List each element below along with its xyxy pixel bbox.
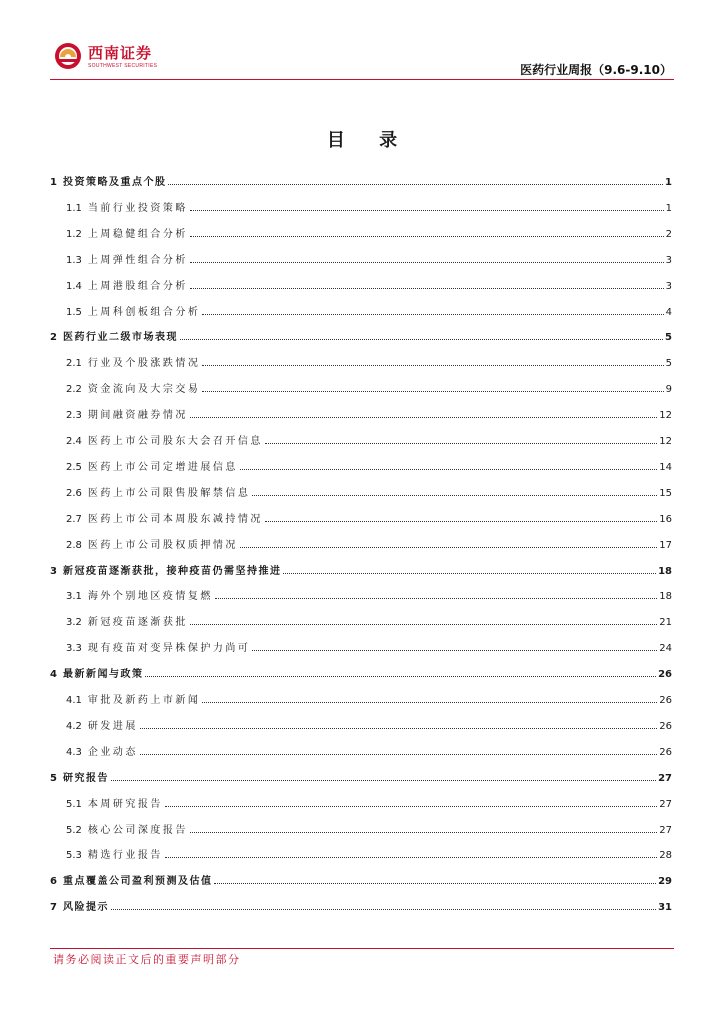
toc-entry-text: 最新新闻与政策 xyxy=(62,669,144,681)
toc-entry-number: 7 xyxy=(50,902,57,914)
toc-dot-leader xyxy=(214,883,656,884)
toc-subsection-entry[interactable] xyxy=(50,608,672,628)
toc-entry-text: 当前行业投资策略 xyxy=(87,202,188,214)
footer-divider xyxy=(50,948,674,949)
toc-entry-page: 9 xyxy=(665,384,672,396)
toc-subsection-entry[interactable] xyxy=(50,738,672,758)
toc-entry-text: 医药上市公司限售股解禁信息 xyxy=(87,487,251,499)
toc-entry-page: 12 xyxy=(659,410,672,422)
toc-dot-leader xyxy=(190,210,664,211)
toc-entry-page: 1 xyxy=(665,177,672,188)
logo-mark-icon xyxy=(54,42,82,70)
toc-entry-page: 26 xyxy=(659,746,672,758)
toc-entry-page: 3 xyxy=(665,280,672,292)
toc-section-entry[interactable] xyxy=(50,764,672,784)
toc-entry-page: 17 xyxy=(659,539,672,551)
toc-entry-text: 医药行业二级市场表现 xyxy=(62,332,178,344)
toc-entry-page: 2 xyxy=(665,228,672,240)
toc-entry-number: 1.2 xyxy=(66,228,82,240)
toc-dot-leader xyxy=(111,909,656,910)
toc-dot-leader xyxy=(145,676,656,677)
toc-entry-page: 27 xyxy=(659,798,672,810)
toc-subsection-entry[interactable] xyxy=(50,790,672,810)
toc-entry-number: 2.7 xyxy=(66,513,82,525)
toc-entry-text: 上周科创板组合分析 xyxy=(87,306,201,318)
toc-entry-page: 26 xyxy=(659,695,672,706)
toc-dot-leader xyxy=(111,780,656,781)
toc-entry-number: 3.1 xyxy=(66,591,82,603)
toc-entry-text: 新冠疫苗逐渐获批，接种疫苗仍需坚持推进 xyxy=(62,565,282,577)
header-divider xyxy=(50,79,674,80)
toc-entry-number: 1.4 xyxy=(66,280,82,292)
toc-entry-text: 精选行业报告 xyxy=(87,850,163,862)
toc-subsection-entry[interactable] xyxy=(50,712,672,732)
toc-dot-leader xyxy=(265,521,657,522)
toc-dot-leader xyxy=(190,236,664,237)
toc-section-entry[interactable] xyxy=(50,557,672,577)
toc-entry-text: 海外个别地区疫情复燃 xyxy=(87,591,213,603)
toc-dot-leader xyxy=(202,391,663,392)
toc-subsection-entry[interactable] xyxy=(50,298,672,318)
toc-entry-number: 3.2 xyxy=(66,617,82,629)
toc-entry-text: 企业动态 xyxy=(87,746,138,758)
toc-entry-page: 27 xyxy=(658,772,672,784)
toc-subsection-entry[interactable] xyxy=(50,375,672,395)
toc-subsection-entry[interactable] xyxy=(50,479,672,499)
toc-entry-number: 1.5 xyxy=(66,306,82,318)
toc-entry-text: 现有疫苗对变异株保护力尚可 xyxy=(87,643,251,655)
toc-entry-number: 3.3 xyxy=(66,643,82,655)
toc-entry-number: 5.3 xyxy=(66,850,82,862)
toc-entry-page: 21 xyxy=(659,617,672,629)
toc-entry-number: 4.1 xyxy=(66,695,82,706)
toc-entry-page: 15 xyxy=(659,487,672,499)
toc-dot-leader xyxy=(190,262,664,263)
toc-dot-leader xyxy=(240,547,657,548)
toc-entry-text: 医药上市公司股权质押情况 xyxy=(87,539,238,551)
toc-subsection-entry[interactable] xyxy=(50,246,672,266)
toc-subsection-entry[interactable] xyxy=(50,401,672,421)
toc-section-entry[interactable] xyxy=(50,660,672,680)
toc-entry-number: 5 xyxy=(50,772,57,784)
toc-section-entry[interactable] xyxy=(50,867,672,887)
toc-subsection-entry[interactable] xyxy=(50,453,672,473)
toc-entry-text: 重点覆盖公司盈利预测及估值 xyxy=(62,876,213,888)
toc-subsection-entry[interactable] xyxy=(50,272,672,292)
toc-entry-number: 1.1 xyxy=(66,202,82,214)
toc-section-entry[interactable] xyxy=(50,168,672,188)
toc-subsection-entry[interactable] xyxy=(50,194,672,214)
toc-entry-number: 3 xyxy=(50,565,57,577)
logo-english-name: SOUTHWEST SECURITIES xyxy=(88,63,158,69)
toc-entry-page: 16 xyxy=(659,513,672,525)
toc-entry-text: 上周稳健组合分析 xyxy=(87,228,188,240)
toc-entry-text: 风险提示 xyxy=(62,902,109,914)
toc-entry-text: 新冠疫苗逐渐获批 xyxy=(87,617,188,629)
toc-dot-leader xyxy=(190,417,657,418)
toc-entry-number: 2.2 xyxy=(66,384,82,396)
toc-entry-number: 2.3 xyxy=(66,410,82,422)
toc-subsection-entry[interactable] xyxy=(50,220,672,240)
toc-entry-text: 上周港股组合分析 xyxy=(87,280,188,292)
toc-entry-page: 29 xyxy=(658,876,672,888)
toc-subsection-entry[interactable] xyxy=(50,427,672,447)
toc-dot-leader xyxy=(283,573,656,574)
toc-entry-text: 审批及新药上市新闻 xyxy=(87,695,201,706)
toc-entry-number: 1.3 xyxy=(66,254,82,266)
toc-entry-text: 本周研究报告 xyxy=(87,798,163,810)
toc-entry-text: 期间融资融券情况 xyxy=(87,410,188,422)
toc-entry-text: 核心公司深度报告 xyxy=(87,824,188,836)
toc-entry-page: 18 xyxy=(658,565,672,577)
toc-entry-text: 资金流向及大宗交易 xyxy=(87,384,201,396)
toc-dot-leader xyxy=(252,495,657,496)
toc-dot-leader xyxy=(202,314,663,315)
toc-entry-page: 24 xyxy=(659,643,672,655)
toc-subsection-entry[interactable] xyxy=(50,816,672,836)
toc-entry-number: 2.8 xyxy=(66,539,82,551)
toc-entry-page: 26 xyxy=(658,669,672,681)
page-header xyxy=(0,0,724,86)
toc-dot-leader xyxy=(240,469,657,470)
toc-subsection-entry[interactable] xyxy=(50,531,672,551)
toc-entry-page: 3 xyxy=(665,254,672,266)
toc-entry-text: 医药上市公司本周股东减持情况 xyxy=(87,513,263,525)
toc-entry-number: 5.2 xyxy=(66,824,82,836)
toc-dot-leader xyxy=(190,832,657,833)
toc-subsection-entry[interactable] xyxy=(50,349,672,369)
toc-dot-leader xyxy=(140,728,657,729)
toc-entry-page: 28 xyxy=(659,850,672,862)
toc-dot-leader xyxy=(140,754,657,755)
toc-entry-text: 上周弹性组合分析 xyxy=(87,254,188,266)
toc-entry-number: 1 xyxy=(50,177,57,188)
southwest-securities-logo xyxy=(54,40,174,76)
toc-entry-page: 14 xyxy=(659,461,672,473)
toc-subsection-entry[interactable] xyxy=(50,634,672,654)
toc-entry-number: 2 xyxy=(50,332,57,344)
toc-entry-page: 1 xyxy=(665,202,672,214)
toc-dot-leader xyxy=(202,702,657,703)
toc-entry-number: 5.1 xyxy=(66,798,82,810)
toc-entry-page: 5 xyxy=(665,332,672,344)
toc-entry-number: 6 xyxy=(50,876,57,888)
toc-entry-page: 12 xyxy=(659,436,672,447)
report-title: 医药行业周报（9.6-9.10） xyxy=(520,63,672,77)
toc-entry-number: 2.6 xyxy=(66,487,82,499)
toc-entry-text: 医药上市公司定增进展信息 xyxy=(87,461,238,473)
toc-entry-page: 26 xyxy=(659,720,672,732)
toc-entry-page: 31 xyxy=(658,902,672,914)
toc-section-entry[interactable] xyxy=(50,893,672,913)
toc-entry-number: 4 xyxy=(50,669,57,681)
toc-entry-text: 研发进展 xyxy=(87,720,138,732)
toc-subsection-entry[interactable] xyxy=(50,841,672,861)
toc-title: 目 录 xyxy=(326,130,412,151)
footer-disclaimer: 请务必阅读正文后的重要声明部分 xyxy=(53,953,241,966)
toc-entry-text: 行业及个股涨跌情况 xyxy=(87,358,201,370)
toc-section-entry[interactable] xyxy=(50,323,672,343)
toc-dot-leader xyxy=(165,806,657,807)
toc-entry-number: 2.4 xyxy=(66,436,82,447)
toc-entry-page: 18 xyxy=(659,591,672,603)
toc-subsection-entry[interactable] xyxy=(50,686,672,706)
toc-entry-number: 2.5 xyxy=(66,461,82,473)
toc-dot-leader xyxy=(165,857,657,858)
toc-dot-leader xyxy=(265,443,657,444)
toc-dot-leader xyxy=(190,288,664,289)
toc-entry-number: 4.3 xyxy=(66,746,82,758)
toc-entry-number: 2.1 xyxy=(66,358,82,370)
toc-entry-text: 研究报告 xyxy=(62,772,109,784)
toc-dot-leader xyxy=(215,598,657,599)
toc-entry-page: 4 xyxy=(665,306,672,318)
toc-subsection-entry[interactable] xyxy=(50,505,672,525)
toc-dot-leader xyxy=(190,624,657,625)
toc-dot-leader xyxy=(202,365,663,366)
toc-entry-page: 5 xyxy=(665,358,672,370)
toc-entry-number: 4.2 xyxy=(66,720,82,732)
toc-entry-page: 27 xyxy=(659,824,672,836)
toc-dot-leader xyxy=(168,184,663,185)
toc-dot-leader xyxy=(180,339,663,340)
toc-dot-leader xyxy=(252,650,657,651)
toc-entry-text: 医药上市公司股东大会召开信息 xyxy=(87,436,263,447)
toc-entry-text: 投资策略及重点个股 xyxy=(62,177,167,188)
toc-subsection-entry[interactable] xyxy=(50,582,672,602)
logo-chinese-name: 西南证券 xyxy=(88,44,153,62)
